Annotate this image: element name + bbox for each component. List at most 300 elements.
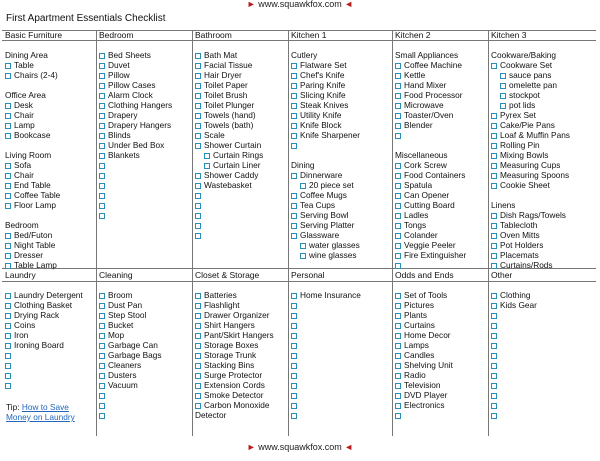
checklist-item[interactable] <box>291 320 391 330</box>
checklist-item[interactable] <box>491 260 595 270</box>
checklist-item[interactable] <box>5 110 95 120</box>
checklist-item[interactable] <box>99 350 191 360</box>
checkbox-icon[interactable] <box>395 103 401 109</box>
checkbox-icon[interactable] <box>395 163 401 169</box>
checklist-item[interactable] <box>5 130 95 140</box>
checkbox-icon[interactable] <box>99 83 105 89</box>
checklist-item[interactable] <box>291 330 391 340</box>
checklist-item[interactable] <box>491 160 595 170</box>
checklist-item[interactable] <box>99 50 191 60</box>
checkbox-icon[interactable] <box>491 163 497 169</box>
checkbox-icon[interactable] <box>395 393 401 399</box>
checkbox-icon[interactable] <box>491 363 497 369</box>
checkbox-icon[interactable] <box>491 153 497 159</box>
checkbox-icon[interactable] <box>5 323 11 329</box>
checkbox-icon[interactable] <box>395 353 401 359</box>
checklist-item[interactable] <box>291 130 391 140</box>
checklist-item[interactable] <box>491 220 595 230</box>
checklist-item[interactable] <box>195 170 287 180</box>
checkbox-icon[interactable] <box>395 373 401 379</box>
checklist-item[interactable] <box>99 360 191 370</box>
checkbox-icon[interactable] <box>5 293 11 299</box>
checklist-item[interactable] <box>491 290 595 300</box>
checkbox-icon[interactable] <box>395 73 401 79</box>
checkbox-icon[interactable] <box>291 83 297 89</box>
checkbox-icon[interactable] <box>195 373 201 379</box>
checklist-item[interactable] <box>491 170 595 180</box>
checklist-item[interactable] <box>99 210 191 220</box>
checkbox-icon[interactable] <box>99 333 105 339</box>
checklist-item[interactable] <box>99 80 191 90</box>
checkbox-icon[interactable] <box>195 203 201 209</box>
checkbox-icon[interactable] <box>5 133 11 139</box>
checklist-item[interactable] <box>195 80 287 90</box>
checkbox-icon[interactable] <box>195 343 201 349</box>
checkbox-icon[interactable] <box>5 63 11 69</box>
checklist-item[interactable] <box>99 320 191 330</box>
checklist-item[interactable] <box>491 90 595 100</box>
checklist-item[interactable] <box>491 100 595 110</box>
checkbox-icon[interactable] <box>395 63 401 69</box>
checklist-item[interactable] <box>395 120 487 130</box>
checkbox-icon[interactable] <box>195 183 201 189</box>
checkbox-icon[interactable] <box>195 83 201 89</box>
checklist-item[interactable] <box>99 110 191 120</box>
checkbox-icon[interactable] <box>99 343 105 349</box>
checklist-item[interactable] <box>99 300 191 310</box>
checklist-item[interactable] <box>491 370 595 380</box>
checklist-item[interactable] <box>291 390 391 400</box>
checkbox-icon[interactable] <box>395 293 401 299</box>
checkbox-icon[interactable] <box>204 153 210 159</box>
checklist-item[interactable] <box>5 350 95 360</box>
checkbox-icon[interactable] <box>291 343 297 349</box>
checklist-item[interactable] <box>491 340 595 350</box>
checkbox-icon[interactable] <box>395 253 401 259</box>
checkbox-icon[interactable] <box>99 63 105 69</box>
checklist-item[interactable] <box>195 290 287 300</box>
checkbox-icon[interactable] <box>99 363 105 369</box>
checkbox-icon[interactable] <box>395 183 401 189</box>
checklist-item[interactable] <box>291 370 391 380</box>
checkbox-icon[interactable] <box>291 223 297 229</box>
checkbox-icon[interactable] <box>500 103 506 109</box>
checkbox-icon[interactable] <box>99 173 105 179</box>
checkbox-icon[interactable] <box>5 333 11 339</box>
checklist-item[interactable] <box>291 60 391 70</box>
checklist-item[interactable] <box>99 200 191 210</box>
checkbox-icon[interactable] <box>195 303 201 309</box>
checklist-item[interactable] <box>5 200 95 210</box>
checkbox-icon[interactable] <box>195 353 201 359</box>
checkbox-icon[interactable] <box>5 163 11 169</box>
checklist-item[interactable] <box>491 390 595 400</box>
checklist-item[interactable] <box>195 120 287 130</box>
checkbox-icon[interactable] <box>395 413 401 419</box>
checklist-item[interactable] <box>195 370 287 380</box>
checkbox-icon[interactable] <box>491 253 497 259</box>
checklist-item[interactable] <box>5 300 95 310</box>
checkbox-icon[interactable] <box>300 253 306 259</box>
checkbox-icon[interactable] <box>99 123 105 129</box>
checkbox-icon[interactable] <box>99 93 105 99</box>
checklist-item[interactable] <box>195 190 287 200</box>
checkbox-icon[interactable] <box>491 233 497 239</box>
checklist-item[interactable] <box>291 300 391 310</box>
checklist-item[interactable] <box>5 230 95 240</box>
checkbox-icon[interactable] <box>491 403 497 409</box>
checklist-item[interactable] <box>99 120 191 130</box>
checklist-item[interactable] <box>5 290 95 300</box>
checklist-item[interactable] <box>491 300 595 310</box>
checkbox-icon[interactable] <box>395 343 401 349</box>
checkbox-icon[interactable] <box>395 173 401 179</box>
checklist-item[interactable] <box>99 380 191 390</box>
checkbox-icon[interactable] <box>99 303 105 309</box>
checkbox-icon[interactable] <box>291 313 297 319</box>
checkbox-icon[interactable] <box>395 213 401 219</box>
checklist-item[interactable] <box>99 330 191 340</box>
checklist-item[interactable] <box>395 170 487 180</box>
checklist-item[interactable] <box>5 330 95 340</box>
checklist-item[interactable] <box>291 400 391 410</box>
checklist-item[interactable] <box>491 110 595 120</box>
checklist-item[interactable] <box>195 210 287 220</box>
checklist-item[interactable] <box>195 400 287 410</box>
checkbox-icon[interactable] <box>99 403 105 409</box>
checklist-item[interactable] <box>395 200 487 210</box>
checklist-item[interactable] <box>291 180 391 190</box>
checklist-item[interactable] <box>195 200 287 210</box>
checklist-item[interactable] <box>5 240 95 250</box>
checklist-item[interactable] <box>291 310 391 320</box>
checklist-item[interactable] <box>395 90 487 100</box>
checkbox-icon[interactable] <box>5 373 11 379</box>
checkbox-icon[interactable] <box>195 363 201 369</box>
checklist-item[interactable] <box>395 340 487 350</box>
checkbox-icon[interactable] <box>291 393 297 399</box>
checklist-item[interactable] <box>491 350 595 360</box>
checkbox-icon[interactable] <box>395 323 401 329</box>
checkbox-icon[interactable] <box>5 203 11 209</box>
checkbox-icon[interactable] <box>99 213 105 219</box>
checkbox-icon[interactable] <box>99 183 105 189</box>
checklist-item[interactable] <box>99 170 191 180</box>
checklist-item[interactable] <box>195 130 287 140</box>
checkbox-icon[interactable] <box>491 383 497 389</box>
checkbox-icon[interactable] <box>291 233 297 239</box>
checklist-item[interactable] <box>195 160 287 170</box>
checklist-item[interactable] <box>395 130 487 140</box>
checklist-item[interactable] <box>99 140 191 150</box>
checklist-item[interactable] <box>291 230 391 240</box>
checkbox-icon[interactable] <box>395 313 401 319</box>
checklist-item[interactable] <box>491 240 595 250</box>
checkbox-icon[interactable] <box>291 173 297 179</box>
checkbox-icon[interactable] <box>204 163 210 169</box>
checklist-item[interactable] <box>291 80 391 90</box>
checkbox-icon[interactable] <box>99 313 105 319</box>
checkbox-icon[interactable] <box>5 363 11 369</box>
checkbox-icon[interactable] <box>5 113 11 119</box>
checkbox-icon[interactable] <box>491 313 497 319</box>
checkbox-icon[interactable] <box>491 213 497 219</box>
checkbox-icon[interactable] <box>291 323 297 329</box>
checklist-item[interactable] <box>99 90 191 100</box>
checklist-item[interactable] <box>395 250 487 260</box>
checklist-item[interactable] <box>491 310 595 320</box>
checkbox-icon[interactable] <box>291 193 297 199</box>
checklist-item[interactable] <box>491 410 595 420</box>
checkbox-icon[interactable] <box>395 93 401 99</box>
checkbox-icon[interactable] <box>291 63 297 69</box>
checkbox-icon[interactable] <box>195 143 201 149</box>
checklist-item[interactable] <box>195 230 287 240</box>
checkbox-icon[interactable] <box>99 153 105 159</box>
checkbox-icon[interactable] <box>195 323 201 329</box>
checkbox-icon[interactable] <box>99 143 105 149</box>
checkbox-icon[interactable] <box>500 83 506 89</box>
checklist-item[interactable] <box>395 330 487 340</box>
checklist-item[interactable] <box>99 150 191 160</box>
checkbox-icon[interactable] <box>300 243 306 249</box>
checklist-item[interactable] <box>395 230 487 240</box>
checklist-item[interactable] <box>99 190 191 200</box>
checklist-item[interactable] <box>5 100 95 110</box>
checklist-item[interactable] <box>195 60 287 70</box>
checkbox-icon[interactable] <box>5 73 11 79</box>
checkbox-icon[interactable] <box>291 113 297 119</box>
checkbox-icon[interactable] <box>291 403 297 409</box>
checklist-item[interactable] <box>99 290 191 300</box>
checkbox-icon[interactable] <box>5 173 11 179</box>
checkbox-icon[interactable] <box>195 63 201 69</box>
checklist-item[interactable] <box>491 80 595 90</box>
checkbox-icon[interactable] <box>195 93 201 99</box>
checklist-item[interactable] <box>99 310 191 320</box>
checkbox-icon[interactable] <box>99 163 105 169</box>
checkbox-icon[interactable] <box>491 173 497 179</box>
checklist-item[interactable] <box>291 140 391 150</box>
checklist-item[interactable] <box>395 190 487 200</box>
checkbox-icon[interactable] <box>395 223 401 229</box>
checkbox-icon[interactable] <box>395 363 401 369</box>
checkbox-icon[interactable] <box>5 303 11 309</box>
checkbox-icon[interactable] <box>5 123 11 129</box>
checkbox-icon[interactable] <box>195 293 201 299</box>
checklist-item[interactable] <box>491 210 595 220</box>
checkbox-icon[interactable] <box>195 133 201 139</box>
checkbox-icon[interactable] <box>99 193 105 199</box>
checklist-item[interactable] <box>395 80 487 90</box>
checklist-item[interactable] <box>99 340 191 350</box>
checkbox-icon[interactable] <box>5 243 11 249</box>
checklist-item[interactable] <box>5 260 95 270</box>
checklist-item[interactable] <box>5 320 95 330</box>
checklist-item[interactable] <box>99 400 191 410</box>
checkbox-icon[interactable] <box>491 123 497 129</box>
checklist-item[interactable] <box>491 130 595 140</box>
checklist-item[interactable] <box>5 380 95 390</box>
checklist-item[interactable] <box>291 210 391 220</box>
checkbox-icon[interactable] <box>195 123 201 129</box>
checkbox-icon[interactable] <box>99 393 105 399</box>
checkbox-icon[interactable] <box>195 383 201 389</box>
checklist-item[interactable] <box>99 130 191 140</box>
checkbox-icon[interactable] <box>291 363 297 369</box>
checkbox-icon[interactable] <box>491 333 497 339</box>
checklist-item[interactable] <box>291 250 391 260</box>
checklist-item[interactable] <box>395 160 487 170</box>
checklist-item[interactable] <box>395 110 487 120</box>
checkbox-icon[interactable] <box>5 233 11 239</box>
checklist-item[interactable] <box>491 180 595 190</box>
checklist-item[interactable] <box>195 310 287 320</box>
checkbox-icon[interactable] <box>395 243 401 249</box>
checklist-item[interactable] <box>395 310 487 320</box>
checklist-item[interactable] <box>195 360 287 370</box>
checkbox-icon[interactable] <box>291 143 297 149</box>
checkbox-icon[interactable] <box>395 193 401 199</box>
checklist-item[interactable] <box>99 410 191 420</box>
checklist-item[interactable] <box>291 100 391 110</box>
checklist-item[interactable] <box>395 60 487 70</box>
checkbox-icon[interactable] <box>195 173 201 179</box>
checkbox-icon[interactable] <box>395 83 401 89</box>
checkbox-icon[interactable] <box>195 73 201 79</box>
checkbox-icon[interactable] <box>195 393 201 399</box>
checkbox-icon[interactable] <box>99 353 105 359</box>
checklist-item[interactable] <box>5 190 95 200</box>
checklist-item[interactable] <box>395 210 487 220</box>
checkbox-icon[interactable] <box>291 333 297 339</box>
checklist-item[interactable] <box>395 300 487 310</box>
checklist-item[interactable] <box>491 60 595 70</box>
checkbox-icon[interactable] <box>291 103 297 109</box>
checklist-item[interactable] <box>395 290 487 300</box>
checkbox-icon[interactable] <box>500 93 506 99</box>
checkbox-icon[interactable] <box>291 303 297 309</box>
checklist-item[interactable] <box>395 400 487 410</box>
checklist-item[interactable] <box>291 340 391 350</box>
checklist-item[interactable] <box>291 410 391 420</box>
checklist-item[interactable] <box>291 350 391 360</box>
checkbox-icon[interactable] <box>195 313 201 319</box>
checkbox-icon[interactable] <box>5 383 11 389</box>
checkbox-icon[interactable] <box>491 143 497 149</box>
checklist-item[interactable] <box>99 100 191 110</box>
checkbox-icon[interactable] <box>291 123 297 129</box>
checklist-item[interactable] <box>195 390 287 400</box>
checkbox-icon[interactable] <box>491 323 497 329</box>
checklist-item[interactable] <box>395 370 487 380</box>
checkbox-icon[interactable] <box>491 183 497 189</box>
checklist-item[interactable] <box>99 180 191 190</box>
checklist-item[interactable] <box>491 250 595 260</box>
checkbox-icon[interactable] <box>195 103 201 109</box>
checkbox-icon[interactable] <box>5 353 11 359</box>
checklist-item[interactable] <box>195 50 287 60</box>
checklist-item[interactable] <box>195 220 287 230</box>
checkbox-icon[interactable] <box>491 113 497 119</box>
checklist-item[interactable] <box>5 170 95 180</box>
checkbox-icon[interactable] <box>99 383 105 389</box>
checklist-item[interactable] <box>5 120 95 130</box>
checklist-item[interactable] <box>395 260 487 270</box>
checklist-item[interactable] <box>5 180 95 190</box>
checkbox-icon[interactable] <box>491 343 497 349</box>
checkbox-icon[interactable] <box>491 413 497 419</box>
checkbox-icon[interactable] <box>291 373 297 379</box>
checkbox-icon[interactable] <box>291 73 297 79</box>
checkbox-icon[interactable] <box>291 293 297 299</box>
checkbox-icon[interactable] <box>99 373 105 379</box>
checkbox-icon[interactable] <box>99 133 105 139</box>
checkbox-icon[interactable] <box>99 53 105 59</box>
checkbox-icon[interactable] <box>491 133 497 139</box>
checkbox-icon[interactable] <box>195 213 201 219</box>
checklist-item[interactable] <box>5 310 95 320</box>
checkbox-icon[interactable] <box>195 113 201 119</box>
checkbox-icon[interactable] <box>491 223 497 229</box>
checkbox-icon[interactable] <box>195 233 201 239</box>
tip-link[interactable]: How to Save <box>21 402 69 412</box>
checklist-item[interactable] <box>395 320 487 330</box>
checklist-item[interactable] <box>395 240 487 250</box>
checklist-item[interactable] <box>195 330 287 340</box>
checklist-item[interactable] <box>291 70 391 80</box>
checkbox-icon[interactable] <box>395 113 401 119</box>
checkbox-icon[interactable] <box>5 183 11 189</box>
checklist-item[interactable] <box>291 120 391 130</box>
checkbox-icon[interactable] <box>99 413 105 419</box>
checklist-item[interactable] <box>5 160 95 170</box>
checklist-item[interactable] <box>195 350 287 360</box>
checkbox-icon[interactable] <box>491 293 497 299</box>
checklist-item[interactable] <box>291 200 391 210</box>
checkbox-icon[interactable] <box>491 393 497 399</box>
checklist-item[interactable] <box>291 240 391 250</box>
checkbox-icon[interactable] <box>195 333 201 339</box>
checkbox-icon[interactable] <box>491 353 497 359</box>
checklist-item[interactable] <box>195 320 287 330</box>
checkbox-icon[interactable] <box>291 133 297 139</box>
checkbox-icon[interactable] <box>5 103 11 109</box>
checkbox-icon[interactable] <box>395 403 401 409</box>
checklist-item[interactable] <box>395 220 487 230</box>
checkbox-icon[interactable] <box>99 103 105 109</box>
checkbox-icon[interactable] <box>291 383 297 389</box>
checkbox-icon[interactable] <box>491 63 497 69</box>
checkbox-icon[interactable] <box>491 243 497 249</box>
checkbox-icon[interactable] <box>195 53 201 59</box>
checklist-item[interactable] <box>395 180 487 190</box>
checkbox-icon[interactable] <box>500 73 506 79</box>
checkbox-icon[interactable] <box>99 73 105 79</box>
checklist-item[interactable] <box>491 140 595 150</box>
checkbox-icon[interactable] <box>395 303 401 309</box>
tip-link-continued[interactable]: Money on Laundry <box>6 412 75 422</box>
checklist-item[interactable] <box>195 150 287 160</box>
checkbox-icon[interactable] <box>99 323 105 329</box>
checklist-item[interactable] <box>291 90 391 100</box>
checklist-item[interactable] <box>491 360 595 370</box>
checklist-item[interactable] <box>195 340 287 350</box>
checklist-item[interactable] <box>491 400 595 410</box>
checkbox-icon[interactable] <box>195 403 201 409</box>
checklist-item[interactable] <box>291 220 391 230</box>
checkbox-icon[interactable] <box>491 303 497 309</box>
